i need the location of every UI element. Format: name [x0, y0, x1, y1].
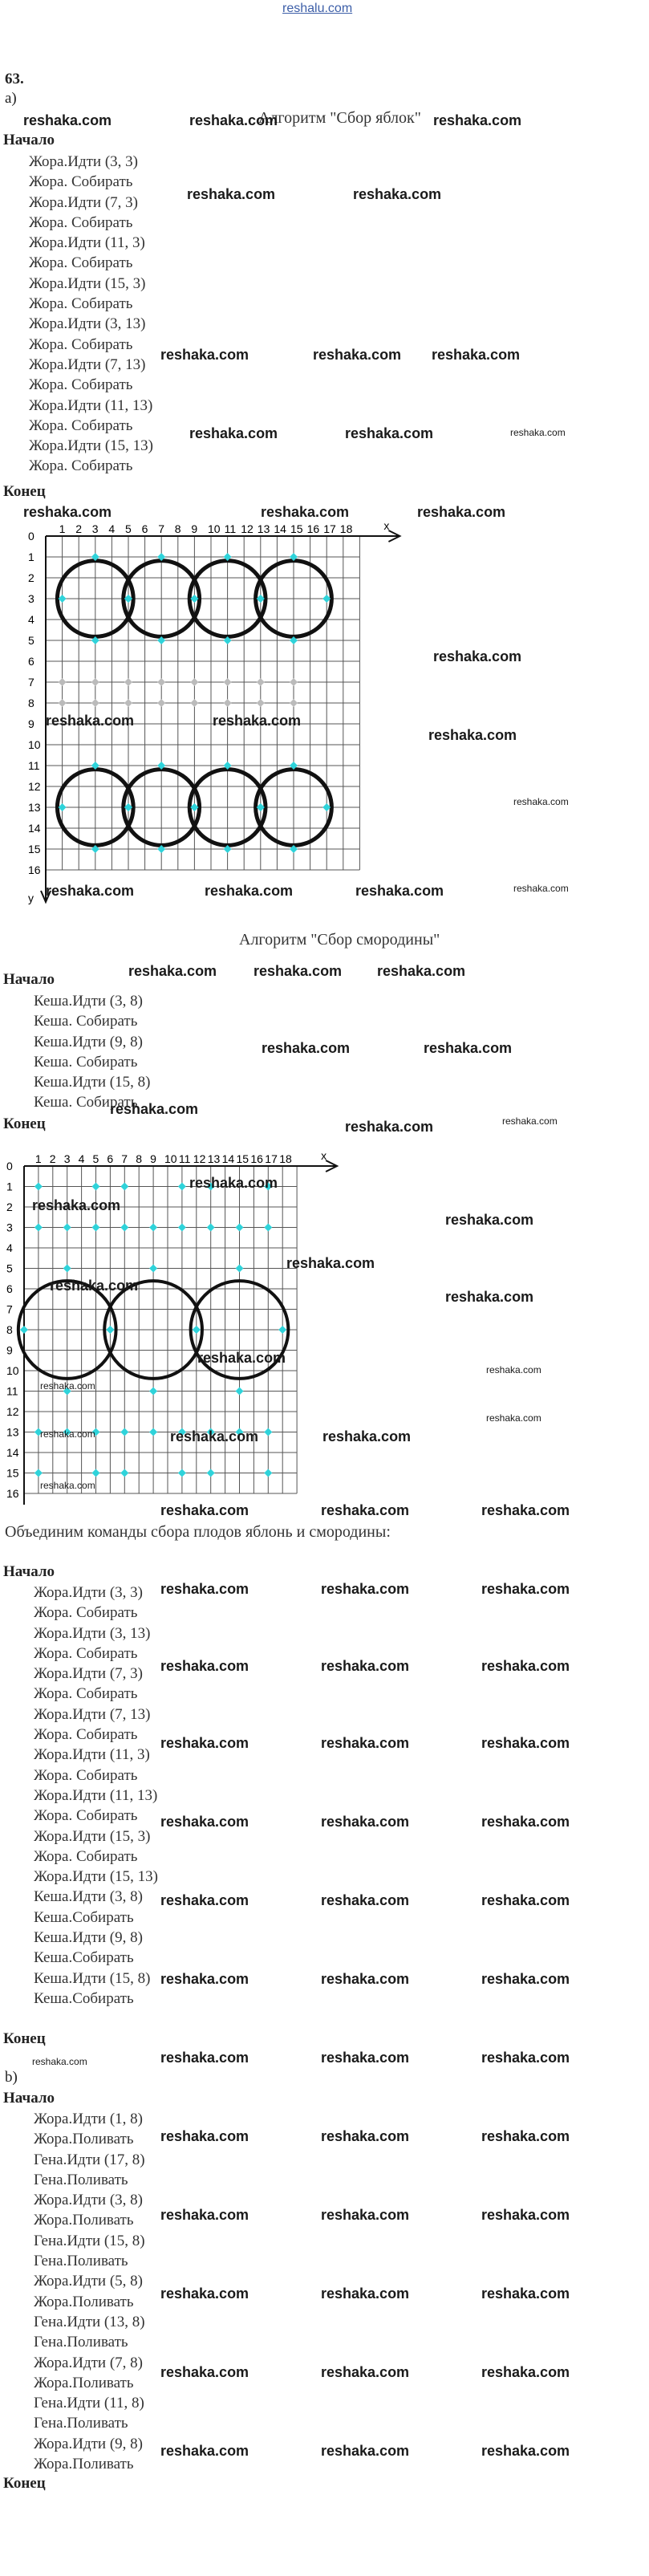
- y-tick-label: 14: [6, 1446, 19, 1459]
- x-tick-label: 7: [121, 1152, 128, 1165]
- fruit-marker: [264, 1428, 272, 1436]
- watermark: reshaka.com: [32, 1197, 121, 1213]
- y-tick-label: 1: [28, 551, 34, 563]
- x-tick-label: 5: [125, 522, 132, 535]
- y-tick-label: 6: [28, 655, 34, 668]
- apples-grid: [0, 514, 649, 907]
- command-line: Жора.Идти (3, 13): [29, 315, 146, 333]
- fruit-marker: [207, 1224, 215, 1232]
- command-line: Кеша.Идти (3, 8): [34, 1888, 143, 1906]
- watermark: reshaka.com: [428, 727, 517, 743]
- fruit-marker: [257, 699, 265, 707]
- command-line: Жора.Идти (7, 3): [29, 193, 139, 211]
- command-line: Гена.Идти (11, 8): [34, 2395, 144, 2412]
- watermark: reshaka.com: [433, 112, 522, 128]
- watermark: reshaka.com: [160, 1892, 249, 1908]
- command-line: Жора.Идти (5, 8): [34, 2273, 144, 2290]
- watermark: reshaka.com: [481, 1581, 570, 1597]
- watermark: reshaka.com: [486, 1412, 542, 1424]
- fruit-marker: [92, 1183, 100, 1191]
- watermark: reshaka.com: [23, 504, 112, 520]
- fruit-marker: [20, 1326, 28, 1334]
- x-tick-label: 6: [107, 1152, 114, 1165]
- y-tick-label: 16: [28, 863, 41, 876]
- command-line: Жора.Поливать: [34, 2131, 134, 2148]
- watermark: reshaka.com: [353, 186, 442, 202]
- watermark: reshaka.com: [160, 1971, 249, 1987]
- watermark: reshaka.com: [481, 2285, 570, 2302]
- y-tick-label: 14: [28, 822, 41, 835]
- command-line: Жора. Собирать: [34, 1766, 138, 1784]
- y-tick-label: 16: [6, 1487, 19, 1500]
- fruit-marker: [149, 1224, 157, 1232]
- combine-heading: Объединим команды сбора плодов яблонь и смородины:: [5, 1523, 391, 1541]
- y-tick-label: 12: [6, 1405, 19, 1418]
- watermark: reshaka.com: [481, 2050, 570, 2066]
- watermark: reshaka.com: [160, 347, 249, 363]
- watermark: reshaka.com: [417, 504, 506, 520]
- watermark: reshaka.com: [321, 1581, 410, 1597]
- x-tick-label: 4: [78, 1152, 85, 1165]
- watermark: reshaka.com: [262, 1040, 351, 1056]
- x-tick-label: 12: [193, 1152, 206, 1165]
- command-line: Жора.Идти (15, 13): [29, 437, 154, 455]
- fruit-marker: [264, 1469, 272, 1477]
- command-line: Жора.Идти (3, 3): [29, 153, 139, 170]
- x-tick-label: 9: [150, 1152, 156, 1165]
- y-tick-label: 3: [28, 592, 34, 605]
- fruit-marker: [120, 1428, 128, 1436]
- y-tick-label: 12: [28, 780, 41, 793]
- x-tick-label: 3: [91, 522, 99, 535]
- watermark: reshaka.com: [321, 2050, 410, 2066]
- fruit-marker: [124, 678, 132, 686]
- algo-currants-title: Алгоритм "Сбор смородины": [239, 931, 440, 949]
- apples-end-keyword: Конец: [3, 483, 46, 500]
- command-line: Жора. Собирать: [34, 1604, 138, 1622]
- command-line: Жора.Идти (9, 8): [34, 2435, 144, 2452]
- watermark: reshaka.com: [160, 1658, 249, 1674]
- command-line: Гена.Поливать: [34, 2334, 128, 2351]
- x-tick-label: 4: [108, 522, 116, 535]
- fruit-marker: [290, 699, 298, 707]
- y-tick-label: 1: [6, 1180, 13, 1193]
- watermark: reshaka.com: [160, 2443, 249, 2459]
- fruit-marker: [91, 699, 99, 707]
- watermark: reshaka.com: [510, 427, 566, 438]
- command-line: Кеша.Идти (15, 8): [34, 1074, 151, 1091]
- y-tick-label: 5: [28, 634, 34, 647]
- command-line: Жора.Поливать: [34, 2374, 134, 2391]
- watermark: reshaka.com: [110, 1101, 199, 1117]
- watermark: reshaka.com: [481, 2128, 570, 2144]
- algo-apples-title: Алгоритм "Сбор яблок": [258, 109, 421, 127]
- watermark: reshaka.com: [445, 1289, 534, 1305]
- command-line: Жора. Собирать: [29, 376, 133, 394]
- watermark: reshaka.com: [355, 883, 444, 899]
- watermark: reshaka.com: [321, 2128, 410, 2144]
- fruit-marker: [92, 1224, 100, 1232]
- y-tick-label: 2: [28, 571, 34, 584]
- fruit-marker: [224, 678, 232, 686]
- watermark: reshaka.com: [377, 963, 466, 979]
- y-tick-label: 2: [6, 1201, 13, 1213]
- command-line: Гена.Поливать: [34, 2171, 128, 2188]
- fruit-marker: [257, 595, 265, 603]
- fruit-marker: [290, 678, 298, 686]
- watermark: reshaka.com: [160, 2050, 249, 2066]
- watermark: reshaka.com: [313, 347, 402, 363]
- combined-start-keyword: Начало: [3, 1563, 55, 1580]
- fruit-marker: [120, 1183, 128, 1191]
- command-line: Жора. Собирать: [34, 1847, 138, 1865]
- x-tick-label: 1: [34, 1152, 42, 1165]
- y-tick-label: 10: [28, 738, 41, 751]
- command-line: Жора.Идти (11, 3): [29, 234, 145, 252]
- x-tick-label: 3: [63, 1152, 71, 1165]
- command-line: Кеша.Идти (9, 8): [34, 1033, 143, 1050]
- apples-start-keyword: Начало: [3, 132, 55, 148]
- fruit-marker: [124, 699, 132, 707]
- y-axis-label: y: [28, 892, 34, 904]
- command-line: Жора. Собирать: [29, 213, 133, 231]
- watermark: reshaka.com: [40, 1428, 95, 1440]
- command-line: Жора.Поливать: [34, 2212, 134, 2229]
- y-tick-label: 7: [28, 676, 34, 689]
- command-line: Жора.Идти (7, 3): [34, 1665, 144, 1683]
- command-line: Жора.Идти (3, 13): [34, 1624, 151, 1642]
- fruit-marker: [157, 678, 165, 686]
- fruit-marker: [193, 1326, 201, 1334]
- watermark: reshaka.com: [432, 347, 521, 363]
- x-tick-label: 17: [323, 522, 336, 535]
- y-tick-label: 10: [6, 1364, 19, 1377]
- watermark: reshaka.com: [321, 1814, 410, 1830]
- watermark: reshaka.com: [345, 1119, 434, 1135]
- fruit-marker: [124, 803, 132, 811]
- fruit-marker: [236, 1388, 244, 1396]
- y-tick-label: 13: [6, 1425, 19, 1439]
- y-tick-label: 13: [28, 801, 41, 814]
- y-tick-label: 4: [28, 613, 34, 626]
- command-line: Жора.Идти (3, 8): [34, 2192, 144, 2209]
- fruit-marker: [149, 1388, 157, 1396]
- x-tick-label: 14: [221, 1152, 235, 1165]
- watermark: reshaka.com: [502, 1115, 558, 1127]
- y-tick-label: 5: [6, 1262, 13, 1275]
- watermark: reshaka.com: [321, 2207, 410, 2223]
- watermark: reshaka.com: [286, 1255, 375, 1271]
- watermark: reshaka.com: [32, 2056, 87, 2067]
- fruit-marker: [59, 803, 67, 811]
- watermark: reshaka.com: [345, 425, 434, 441]
- fruit-marker: [92, 1469, 100, 1477]
- fruit-marker: [124, 595, 132, 603]
- watermark: reshaka.com: [321, 2285, 410, 2302]
- x-tick-label: 17: [265, 1152, 278, 1165]
- x-tick-label: 13: [207, 1152, 221, 1165]
- x-tick-label: 15: [236, 1152, 249, 1165]
- x-tick-label: 11: [178, 1152, 191, 1165]
- fruit-marker: [63, 1265, 71, 1273]
- fruit-marker: [278, 1326, 286, 1334]
- command-line: Жора.Идти (15, 3): [34, 1827, 151, 1845]
- currants-start-keyword: Начало: [3, 971, 55, 988]
- watermark: reshaka.com: [481, 1971, 570, 1987]
- fruit-marker: [178, 1469, 186, 1477]
- part-b-end-keyword: Конец: [3, 2475, 46, 2492]
- x-tick-label: 15: [290, 522, 303, 535]
- watermark: reshaka.com: [321, 2443, 410, 2459]
- fruit-marker: [120, 1469, 128, 1477]
- fruit-marker: [157, 699, 165, 707]
- watermark: reshaka.com: [40, 1380, 95, 1392]
- watermark: reshaka.com: [160, 1814, 249, 1830]
- watermark: reshaka.com: [445, 1212, 534, 1228]
- fruit-marker: [59, 678, 67, 686]
- command-line: Жора. Собирать: [29, 173, 133, 191]
- command-line: Кеша. Собирать: [34, 1053, 138, 1071]
- watermark: reshaka.com: [321, 1658, 410, 1674]
- watermark: reshaka.com: [481, 2207, 570, 2223]
- watermark: reshaka.com: [513, 796, 569, 807]
- command-line: Гена.Поливать: [34, 2253, 128, 2270]
- command-line: Гена.Поливать: [34, 2415, 128, 2432]
- fruit-marker: [106, 1326, 114, 1334]
- x-tick-label: 7: [158, 522, 164, 535]
- fruit-marker: [34, 1469, 43, 1477]
- command-line: Жора. Собирать: [34, 1726, 138, 1744]
- x-tick-label: 18: [339, 522, 353, 535]
- combined-command-list: [34, 1583, 158, 2009]
- watermark: reshaka.com: [481, 1502, 570, 1518]
- part-b-command-list: [34, 2109, 145, 2474]
- command-line: Кеша.Идти (15, 8): [34, 1969, 151, 1987]
- site-header-link[interactable]: reshalu.com: [282, 2, 353, 15]
- command-line: Жора.Идти (15, 3): [29, 274, 146, 292]
- watermark: reshaka.com: [46, 883, 135, 899]
- fruit-marker: [178, 1183, 186, 1191]
- command-line: Жора.Идти (1, 8): [34, 2111, 144, 2127]
- command-line: Кеша. Собирать: [34, 1094, 138, 1111]
- x-axis-label: x: [383, 519, 390, 532]
- command-line: Гена.Идти (13, 8): [34, 2313, 145, 2330]
- y-tick-label: 8: [28, 697, 34, 709]
- fruit-marker: [190, 678, 198, 686]
- watermark: reshaka.com: [481, 2443, 570, 2459]
- fruit-marker: [91, 678, 99, 686]
- watermark: reshaka.com: [189, 425, 278, 441]
- watermark: reshaka.com: [160, 2364, 249, 2380]
- y-tick-label: 6: [6, 1282, 13, 1295]
- fruit-marker: [224, 699, 232, 707]
- currants-end-keyword: Конец: [3, 1115, 46, 1132]
- watermark: reshaka.com: [213, 713, 302, 729]
- fruit-marker: [190, 803, 198, 811]
- command-line: Гена.Идти (17, 8): [34, 2151, 145, 2168]
- command-line: Кеша.Идти (9, 8): [34, 1929, 143, 1947]
- x-tick-label: 8: [136, 1152, 142, 1165]
- fruit-marker: [322, 803, 331, 811]
- fruit-marker: [149, 1265, 157, 1273]
- fruit-marker: [264, 1224, 272, 1232]
- command-line: Жора.Идти (7, 13): [29, 356, 146, 373]
- watermark: reshaka.com: [513, 883, 569, 894]
- x-tick-label: 16: [306, 522, 320, 535]
- watermark: reshaka.com: [160, 2285, 249, 2302]
- command-line: Жора.Идти (15, 13): [34, 1868, 159, 1886]
- y-tick-label: 15: [28, 843, 41, 855]
- x-tick-label: 14: [274, 522, 286, 535]
- command-line: Гена.Идти (15, 8): [34, 2232, 145, 2249]
- watermark: reshaka.com: [481, 2364, 570, 2380]
- command-line: Жора.Идти (7, 13): [34, 1705, 151, 1723]
- fruit-marker: [207, 1469, 215, 1477]
- part-b-label: b): [5, 2069, 18, 2086]
- fruit-marker: [257, 803, 265, 811]
- x-axis-label: x: [321, 1149, 327, 1162]
- fruit-marker: [178, 1224, 186, 1232]
- command-line: Жора. Собирать: [34, 1644, 138, 1662]
- command-line: Кеша.Идти (3, 8): [34, 993, 143, 1010]
- fruit-marker: [190, 595, 198, 603]
- command-line: Жора.Поливать: [34, 2293, 134, 2310]
- watermark: reshaka.com: [254, 963, 343, 979]
- command-line: Жора.Идти (3, 3): [34, 1584, 144, 1601]
- x-tick-label: 6: [141, 522, 148, 535]
- apples-command-list: [29, 152, 153, 477]
- y-tick-label: 8: [6, 1323, 13, 1336]
- fruit-marker: [59, 595, 67, 603]
- command-line: Жора.Идти (11, 13): [29, 396, 153, 414]
- x-tick-label: 11: [224, 522, 237, 535]
- part-b-start-keyword: Начало: [3, 2090, 55, 2107]
- y-tick-label: 11: [28, 759, 40, 772]
- y-tick-label: 0: [28, 530, 34, 542]
- y-tick-label: 11: [6, 1384, 18, 1398]
- command-line: Кеша.Собирать: [34, 1989, 134, 2007]
- watermark: reshaka.com: [23, 112, 112, 128]
- x-tick-label: 12: [241, 522, 254, 535]
- y-tick-label: 7: [6, 1302, 13, 1316]
- watermark: reshaka.com: [321, 1502, 410, 1518]
- x-tick-label: 1: [59, 522, 66, 535]
- fruit-marker: [120, 1224, 128, 1232]
- fruit-marker: [190, 699, 198, 707]
- command-line: Кеша.Собирать: [34, 1908, 134, 1926]
- fruit-marker: [149, 1428, 157, 1436]
- command-line: Кеша. Собирать: [34, 1013, 138, 1030]
- watermark: reshaka.com: [197, 1350, 286, 1366]
- command-line: Жора.Поливать: [34, 2456, 134, 2473]
- fruit-marker: [257, 678, 265, 686]
- problem-number: 63.: [5, 71, 24, 87]
- x-tick-label: 9: [191, 522, 198, 535]
- y-tick-label: 9: [28, 717, 34, 730]
- x-tick-label: 13: [257, 522, 270, 535]
- command-line: Жора. Собирать: [29, 457, 133, 475]
- watermark: reshaka.com: [189, 1175, 278, 1191]
- command-line: Жора. Собирать: [34, 1807, 138, 1825]
- watermark: reshaka.com: [424, 1040, 513, 1056]
- x-tick-label: 16: [250, 1152, 263, 1165]
- command-line: Жора.Идти (7, 8): [34, 2354, 144, 2371]
- watermark: reshaka.com: [160, 2128, 249, 2144]
- command-line: Кеша.Собирать: [34, 1949, 134, 1967]
- watermark: reshaka.com: [187, 186, 276, 202]
- y-tick-label: 9: [6, 1343, 13, 1357]
- x-tick-label: 8: [174, 522, 181, 535]
- part-a-label: a): [5, 90, 17, 107]
- y-tick-label: 15: [6, 1466, 19, 1480]
- fruit-marker: [59, 699, 67, 707]
- watermark: reshaka.com: [50, 1278, 139, 1294]
- command-line: Жора. Собирать: [29, 335, 133, 353]
- watermark: reshaka.com: [481, 1735, 570, 1751]
- watermark: reshaka.com: [322, 1428, 412, 1444]
- watermark: reshaka.com: [481, 1658, 570, 1674]
- watermark: reshaka.com: [128, 963, 217, 979]
- command-line: Жора.Идти (11, 13): [34, 1786, 158, 1804]
- fruit-marker: [236, 1265, 244, 1273]
- watermark: reshaka.com: [321, 1735, 410, 1751]
- fruit-marker: [63, 1224, 71, 1232]
- fruit-marker: [322, 595, 331, 603]
- fruit-marker: [34, 1183, 43, 1191]
- watermark: reshaka.com: [481, 1814, 570, 1830]
- x-tick-label: 18: [279, 1152, 292, 1165]
- command-line: Жора. Собирать: [29, 416, 133, 434]
- watermark: reshaka.com: [433, 648, 522, 664]
- watermark: reshaka.com: [261, 504, 350, 520]
- watermark: reshaka.com: [160, 1502, 249, 1518]
- command-line: Жора. Собирать: [29, 295, 133, 313]
- watermark: reshaka.com: [40, 1480, 95, 1491]
- watermark: reshaka.com: [160, 1735, 249, 1751]
- x-tick-label: 2: [49, 1152, 56, 1165]
- y-tick-label: 4: [6, 1241, 13, 1254]
- combined-end-keyword: Конец: [3, 2030, 46, 2047]
- command-line: Жора. Собирать: [34, 1685, 138, 1703]
- watermark: reshaka.com: [321, 1892, 410, 1908]
- watermark: reshaka.com: [160, 1581, 249, 1597]
- watermark: reshaka.com: [46, 713, 135, 729]
- x-tick-label: 5: [92, 1152, 99, 1165]
- command-line: Жора.Идти (11, 3): [34, 1746, 150, 1764]
- watermark: reshaka.com: [486, 1364, 542, 1375]
- watermark: reshaka.com: [170, 1428, 259, 1444]
- watermark: reshaka.com: [189, 112, 278, 128]
- watermark: reshaka.com: [160, 2207, 249, 2223]
- watermark: reshaka.com: [481, 1892, 570, 1908]
- command-line: Жора. Собирать: [29, 254, 133, 272]
- y-tick-label: 3: [6, 1221, 13, 1234]
- fruit-marker: [236, 1224, 244, 1232]
- watermark: reshaka.com: [321, 1971, 410, 1987]
- fruit-marker: [34, 1224, 43, 1232]
- currants-command-list: [34, 991, 150, 1113]
- x-tick-label: 2: [75, 522, 82, 535]
- x-tick-label: 10: [208, 522, 221, 535]
- watermark: reshaka.com: [205, 883, 294, 899]
- x-tick-label: 10: [164, 1152, 177, 1165]
- watermark: reshaka.com: [321, 2364, 410, 2380]
- y-tick-label: 0: [6, 1160, 13, 1172]
